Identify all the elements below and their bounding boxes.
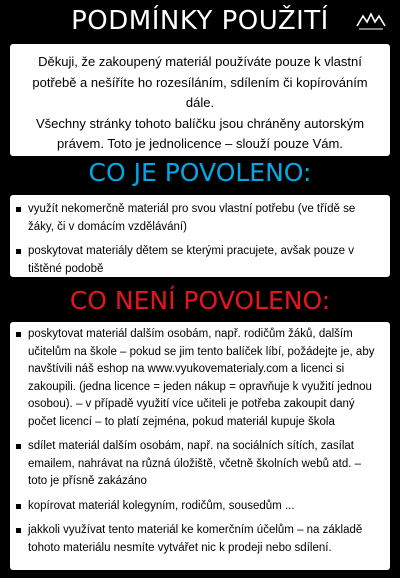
- page-title: PODMÍNKY POUŽITÍ: [71, 6, 329, 36]
- list-item-text: sdílet materiál dalším osobám, např. na sociálních sítích, zasílat emailem, nahrávat na různá úložiště, včetně školních webů atd. – toto je přísně zakázáno: [28, 440, 362, 487]
- forbidden-heading: CO NENÍ POVOLENO:: [69, 286, 331, 315]
- bullet-icon: [16, 249, 21, 254]
- list-item-text: poskytovat materiál dalším osobám, např. rodičům žáků, dalším učitelům na škole – pokud se jim tento balíček líbí, požádejte je, aby navštívili náš eshop na www.vyukovematerialy.com a licenci si zakoupili. (jedna licence = jeden nákup = opravňuje k využití jednou osobou). – v případě využití více učiteli je potřeba zakoupit daný počet licencí – to platí zejména, pokud materiál kupuje škola: [28, 328, 375, 428]
- intro-paragraph-1: Děkuji, že zakoupený materiál používáte pouze k vlastní potřebě a nešíříte ho rozesíláním, sdílením či kopírováním dále.: [32, 54, 368, 110]
- list-item-text: jakkoli využívat tento materiál ke komerčním účelům – na základě tohoto materiálu nesmíte vytvářet nic k prodeji nebo sdílení.: [28, 524, 363, 554]
- list-item-text: poskytovat materiály dětem se kterými pracujete, avšak pouze v tištěné podobě: [28, 245, 354, 275]
- allowed-heading: CO JE POVOLENO:: [88, 158, 312, 187]
- bullet-icon: [16, 444, 21, 449]
- forbidden-list-box: [10, 322, 390, 570]
- list-item: [10, 201, 390, 236]
- list-item-text: kopírovat materiál kolegyním, rodičům, sousedům ...: [28, 499, 295, 512]
- bullet-icon: [16, 207, 21, 212]
- mountain-logo-icon: [356, 10, 386, 32]
- allowed-list-box: [10, 195, 390, 277]
- list-item-text: využít nekomerčně materiál pro svou vlastní potřebu (ve třídě se žáky, či v domácím vzdělávání): [28, 203, 356, 233]
- list-item: [10, 243, 390, 278]
- list-item: [10, 326, 390, 431]
- intro-box: [10, 44, 390, 156]
- bullet-icon: [16, 528, 21, 533]
- list-item: [10, 438, 390, 491]
- list-item: [10, 498, 390, 516]
- forbidden-list: [10, 326, 390, 557]
- bullet-icon: [16, 504, 21, 509]
- intro-paragraph-2: Všechny stránky tohoto balíčku jsou chráněny autorským právem. Toto je jednolicence – slouží pouze Vám.: [35, 115, 365, 151]
- allowed-list: [10, 201, 390, 278]
- bullet-icon: [16, 332, 21, 337]
- list-item: [10, 522, 390, 557]
- title-bar: [0, 0, 400, 44]
